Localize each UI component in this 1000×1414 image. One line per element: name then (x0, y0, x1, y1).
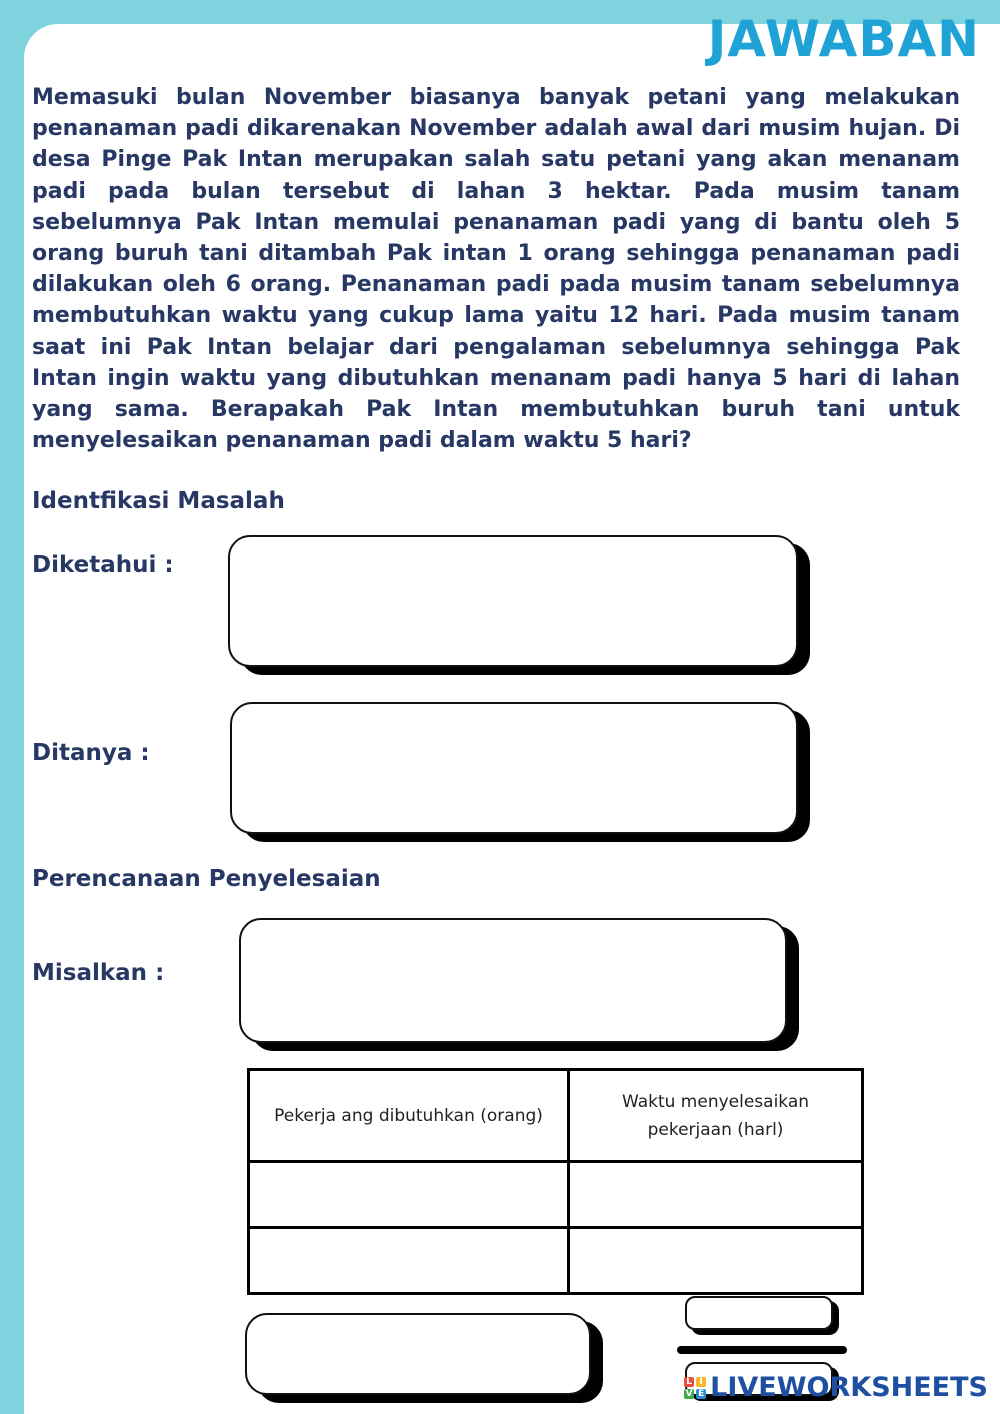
table-cell-input[interactable] (569, 1228, 863, 1294)
problem-statement: Memasuki bulan November biasanya banyak petani yang melakukan penanaman padi dikarenakan November adalah awal dari musim hujan. Di desa Pinge Pak Intan merupakan salah satu petani yang akan menanam padi pada bulan tersebut di lahan 3 hektar. Pada musim tanam sebelumnya Pak Intan memulai penanaman padi yang di bantu oleh 5 orang buruh tani ditambah Pak intan 1 orang sehingga penanaman padi dilakukan oleh 6 orang. Penanaman padi pada musim tanam sebelumnya membutuhkan waktu yang cukup lama yaitu 12 hari. Pada musim tanam saat ini Pak Intan belajar dari pengalaman sebelumnya sehingga Pak Intan ingin waktu yang dibutuhkan menanam padi hanya 5 hari di lahan yang sama. Berapakah Pak Intan membutuhkan buruh tani untuk menyelesaikan penanaman padi dalam waktu 5 hari? (32, 85, 960, 454)
known-answer-box[interactable] (228, 535, 798, 667)
table-cell-input[interactable] (249, 1228, 569, 1294)
table-header-days: Waktu menyelesaikan pekerjaan (harl) (569, 1070, 863, 1162)
liveworksheets-logo-icon (684, 1377, 706, 1399)
result-answer-box[interactable] (245, 1313, 591, 1395)
table-cell-input[interactable] (569, 1162, 863, 1228)
suppose-answer-box[interactable] (239, 918, 787, 1043)
brand-name: LIVEWORKSHEETS (710, 1372, 988, 1403)
section-planning-heading: Perencanaan Penyelesaian (32, 866, 381, 892)
asked-label: Ditanya : (32, 740, 150, 766)
section-identify-heading: Identfikasi Masalah (32, 488, 285, 514)
ratio-table (247, 1068, 864, 1295)
logo-letter: L (684, 1377, 694, 1387)
liveworksheets-brand (684, 1372, 988, 1403)
logo-letter: I (696, 1377, 706, 1387)
table-header-workers: Pekerja ang dibutuhkan (orang) (249, 1070, 569, 1162)
table-cell-input[interactable] (249, 1162, 569, 1228)
suppose-label: Misalkan : (32, 960, 165, 986)
asked-answer-box[interactable] (230, 702, 798, 834)
known-label: Diketahui : (32, 552, 174, 578)
fraction-bar (677, 1346, 847, 1354)
logo-letter: E (698, 1388, 705, 1399)
page-title: JAWABAN (707, 10, 980, 68)
logo-letter: V (685, 1388, 693, 1399)
fraction-numerator-box[interactable] (685, 1296, 833, 1330)
